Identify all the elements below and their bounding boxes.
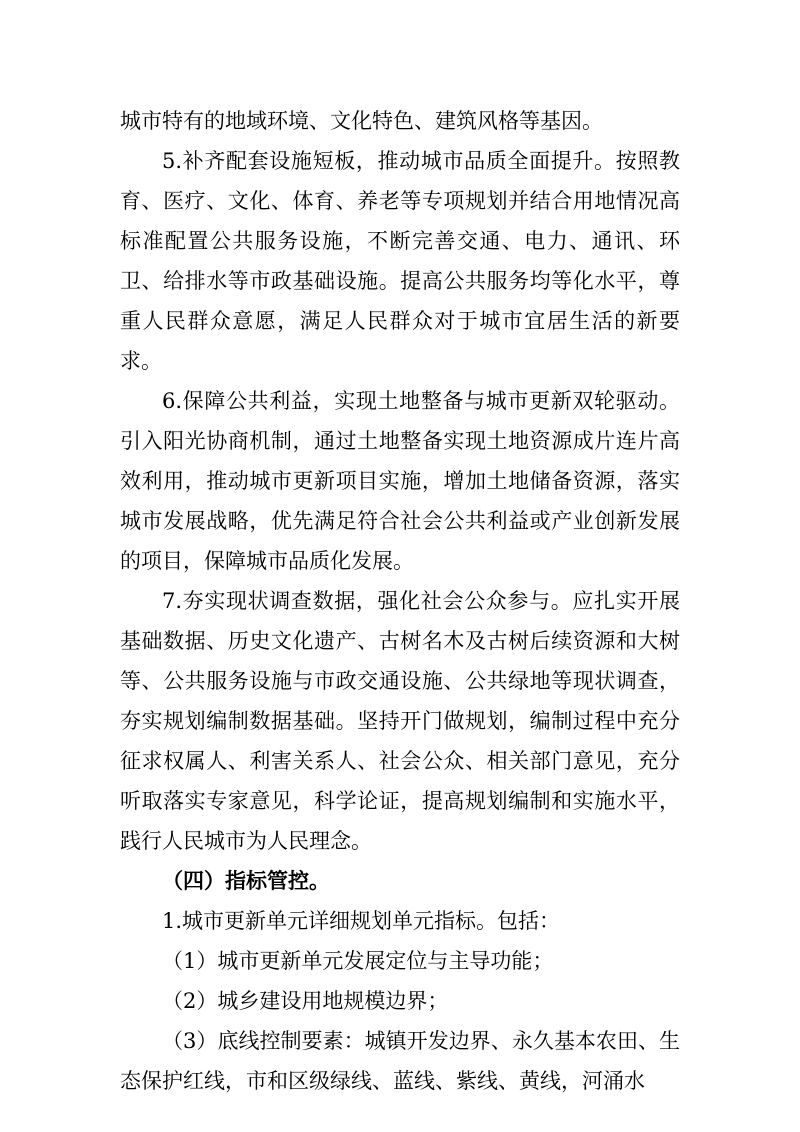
body-paragraph-continuation: 城市特有的地域环境、文化特色、建筑风格等基因。 [120,109,603,133]
body-paragraph-item-5: 5.补齐配套设施短板，推动城市品质全面提升。按照教育、医疗、文化、体育、养老等专项规划并结合用地情况高标准配置公共服务设施，不断完善交通、电力、通讯、环卫、给排水等市政基础设施。提高公共服务均等化水平，尊重人民群众意愿，满足人民群众对于城市宜居生活的新要求。 [120,149,680,373]
body-paragraph-item-7: 7.夯实现状调查数据，强化社会公众参与。应扎实开展基础数据、历史文化遗产、古树名木及古树后续资源和大树等、公共服务设施与市政交通设施、公共绿地等现状调查，夯实规划编制数据基础。坚持开门做规划，编制过程中充分征求权属人、利害关系人、社会公众、相关部门意见，充分听取落实专家意见，科学论证，提高规划编制和实施水平，践行人民城市为人民理念。 [120,589,680,853]
list-item-2: （2）城乡建设用地规模边界； [162,989,449,1013]
body-paragraph-item-6: 6.保障公共利益，实现土地整备与城市更新双轮驱动。引入阳光协商机制，通过土地整备实现土地资源成片连片高效利用，推动城市更新项目实施，增加土地储备资源，落实城市发展战略，优先满足符合社会公共利益或产业创新发展的项目，保障城市品质化发展。 [120,389,680,573]
section-heading: （四）指标管控。 [162,868,330,893]
list-item-1: （1）城市更新单元发展定位与主导功能； [162,949,554,973]
body-paragraph-sub-1: 1.城市更新单元详细规划单元指标。包括： [162,909,561,933]
list-item-3: （3）底线控制要素：城镇开发边界、永久基本农田、生态保护红线，市和区级绿线、蓝线、紫线、黄线，河涌水 [120,1029,680,1093]
